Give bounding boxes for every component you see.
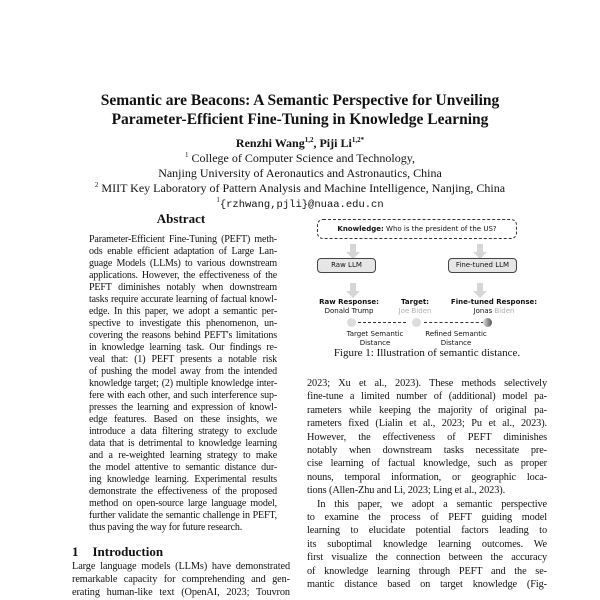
text-line: introduce a data filtering strategy to exclude: [89, 426, 277, 437]
left-column: [72, 208, 290, 599]
ft-response-b: Biden: [494, 307, 515, 315]
section-title: Introduction: [92, 544, 164, 559]
text-line: and a re-weighted learning strategy to make: [89, 450, 277, 461]
target-label: Target:: [401, 298, 429, 306]
email-sup: 1: [216, 196, 220, 204]
text-line: tions (Allen-Zhu and Li, 2023; Ling et al., 2023).: [307, 485, 506, 497]
text-line: first visualize the connection between the accuracy: [307, 552, 547, 564]
text-line: applications. However, the effectiveness of the: [89, 270, 277, 281]
text-line: knowledge target; (2) multiple knowledge inter-: [89, 378, 277, 389]
target: [392, 298, 438, 316]
raw-response-label: Raw Response:: [319, 298, 379, 306]
text-line: ing knowledge learning. Experimental results: [89, 474, 277, 485]
dashed-arrow-left: [424, 322, 484, 323]
finetuned-llm-box: Fine-tuned LLM: [448, 258, 517, 273]
finetuned-response: [446, 298, 542, 316]
arrow-down-icon: [346, 291, 360, 298]
text-line: fine-tune a limited number of (additional) model pa-: [307, 391, 547, 403]
text-line: thus paving the way for future research.: [89, 522, 243, 533]
text-line: learning to elucidate potential factors leading to: [307, 525, 547, 537]
text-line: erating human-like text (OpenAI, 2023; Touvron: [72, 587, 290, 598]
text-line: edge. In this paper, we adopt a semantic per-: [89, 306, 277, 317]
text-line: Parameter-Efficient Fine-Tuning (PEFT) meth-: [89, 234, 277, 245]
knowledge-label: Knowledge:: [337, 225, 384, 233]
raw-point-icon: [347, 318, 356, 327]
abstract-body: [89, 234, 277, 534]
text-line: of knowledge learning through PEFT and the se-: [307, 565, 547, 577]
text-line: remarkable capacity for comprehending and gen-: [72, 574, 290, 585]
raw-response-text: Donald Trump: [324, 307, 374, 315]
dist1-l2: Distance: [359, 339, 391, 347]
abstract-heading-text: Abstract: [156, 211, 206, 226]
finetuned-point-icon: [483, 318, 492, 327]
author-2-sup: 1,2*: [351, 136, 365, 144]
aff-sup: 1: [185, 151, 189, 159]
target-point-icon: [412, 318, 421, 327]
text-line: data that is detrimental to knowledge learning: [89, 438, 277, 449]
aff-sup: 2: [94, 181, 99, 189]
target-text: Joe Biden: [398, 307, 432, 315]
figure-caption: Figure 1: Illustration of semantic distance.: [333, 347, 521, 359]
text-line: notably when downstream tasks necessitate pre-: [307, 445, 547, 457]
aff-text: College of Computer Science and Technology,: [188, 151, 415, 165]
author-1-sup: 1,2: [304, 136, 314, 144]
author-1: Renzhi Wang: [235, 136, 305, 150]
knowledge-text: Who is the president of the US?: [383, 225, 497, 233]
aff-text: MIIT Key Laboratory of Pattern Analysis and Machine Intelligence, Nanjing, China: [98, 181, 506, 195]
ft-response-label: Fine-tuned Response:: [450, 298, 538, 306]
figure-1: [300, 205, 550, 345]
text-line: 2023; Xu et al., 2023). These methods selectively: [307, 378, 547, 389]
text-line: mantic distance based on target knowledge (Fig-: [307, 579, 547, 591]
aff-text: Nanjing University of Aeronautics and Astronautics, China: [158, 166, 442, 180]
raw-response: [314, 298, 384, 316]
text-line: spective to investigate this phenomenon, un-: [89, 318, 277, 329]
dist2-l2: Distance: [440, 339, 472, 347]
affiliation-2: [0, 181, 600, 196]
text-line: fere with each other, and such interference sup-: [89, 390, 277, 401]
text-line: further validate the semantic challenge in PEFT,: [89, 510, 277, 521]
paper-title-line-1: Semantic are Beacons: A Semantic Perspective for Unveiling: [100, 92, 500, 109]
text-line: covering the reasons behind PEFT's limitations: [89, 330, 277, 341]
raw-llm-box: Raw LLM: [317, 258, 376, 273]
text-line: However, the effectiveness of PEFT diminishes: [307, 431, 547, 443]
dashed-arrow-right: [358, 322, 406, 323]
text-line: nouns, temporal information, or geographic loca-: [307, 471, 547, 483]
section-number: 1: [72, 544, 79, 559]
dist1-l1: Target Semantic: [346, 330, 404, 338]
right-column-body: [307, 377, 547, 592]
text-line: rameters while keeping the majority of original pa-: [307, 404, 547, 416]
intro-body: [72, 560, 290, 599]
knowledge-box: [317, 219, 517, 239]
text-line: in knowledge learning task. Our findings re-: [89, 342, 277, 353]
paper-title-line-2: Parameter-Efficient Fine-Tuning in Knowledge Learning: [111, 111, 489, 128]
abstract-heading: [72, 208, 290, 230]
text-line: ods enable efficient adaptation of Large Lan-: [89, 246, 277, 257]
text-line: guage Models (LLMs) to various downstream: [89, 258, 277, 269]
text-line: its suboptimal knowledge learning outcomes. We: [307, 538, 547, 550]
text-line: cise learning of factual knowledge, such as proper: [307, 458, 547, 470]
text-line: edge features. Based on these insights, we: [89, 414, 277, 425]
intro-heading: [72, 544, 290, 560]
dist2-l1: Refined Semantic: [425, 330, 487, 338]
arrow-down-icon: [473, 291, 487, 298]
text-line: rameters fixed (Lialin et al., 2023; Pu et al., 2023).: [307, 418, 547, 430]
ft-response-a: Jonas: [473, 307, 495, 315]
authors: [0, 136, 600, 151]
text-line: presses the learning and expression of knowl-: [89, 402, 277, 413]
text-line: In this paper, we adopt a semantic perspective: [317, 498, 547, 510]
text-line: demonstrate the effectiveness of the proposed: [89, 486, 277, 497]
affiliation-1: [0, 151, 600, 166]
author-sep: ,: [313, 136, 320, 150]
text-line: the model attentive to semantic distance dur-: [89, 462, 277, 473]
text-line: tasks require accurate learning of factual knowl-: [89, 294, 277, 305]
paragraph: [307, 498, 547, 592]
text-line: Large language models (LLMs) have demonstrated: [72, 561, 290, 572]
affiliation-1b: [0, 166, 600, 181]
text-line: PEFT diminishes notably when downstream: [89, 282, 277, 293]
text-line: to examine the process of PEFT guiding model: [307, 512, 547, 524]
text-line: of pushing the model away from the intended: [89, 366, 277, 377]
author-2: Piji Li: [319, 136, 352, 150]
paragraph: [307, 377, 547, 498]
text-line: veal that: (1) PEFT presents a notable risk: [89, 354, 277, 365]
text-line: method on open-source large language model,: [89, 498, 277, 509]
email-text[interactable]: {rzhwang,pjli}@nuaa.edu.cn: [219, 199, 384, 211]
